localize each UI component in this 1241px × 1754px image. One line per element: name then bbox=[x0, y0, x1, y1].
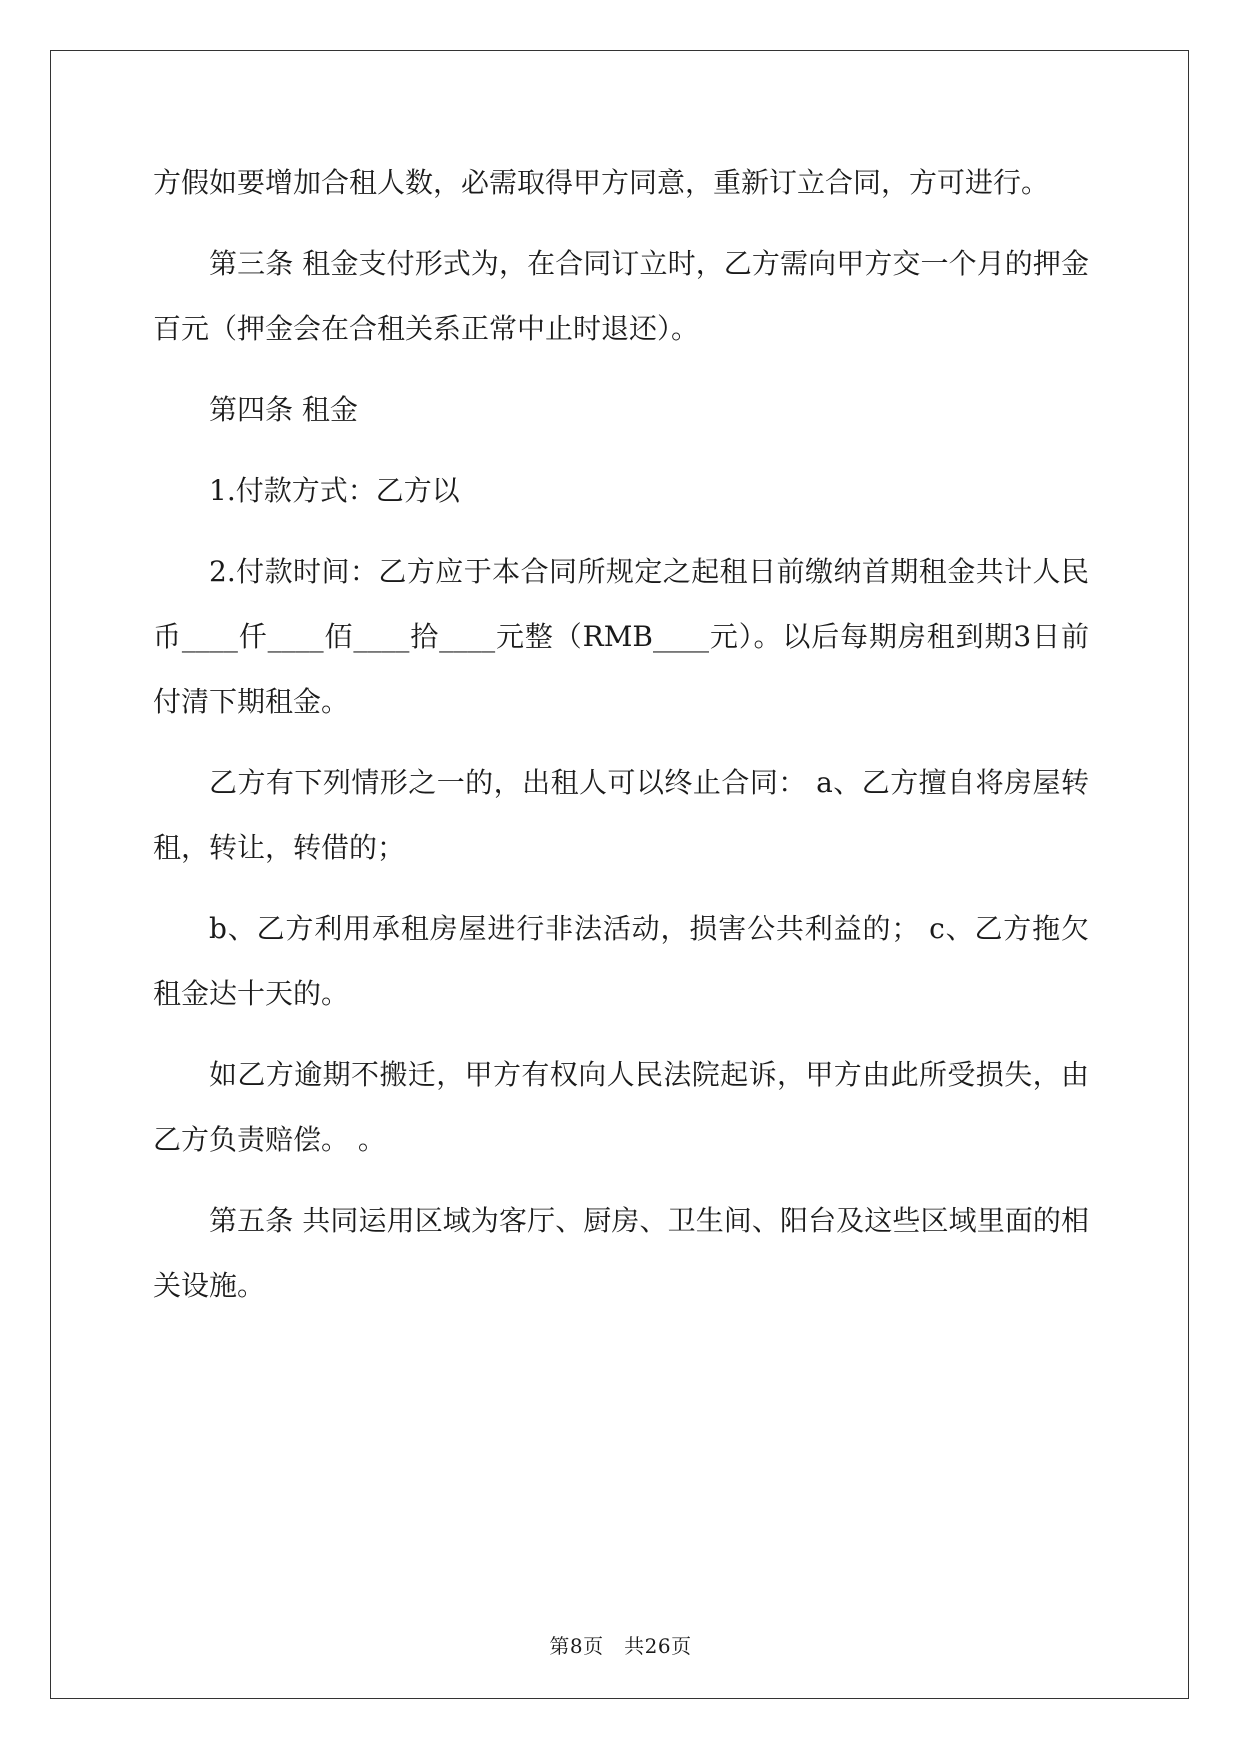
document-body bbox=[153, 150, 1089, 1334]
paragraph: b、乙方利用承租房屋进行非法活动，损害公共利益的； c、乙方拖欠租金达十天的。 bbox=[153, 912, 1089, 1010]
paragraph: 第五条 共同运用区域为客厅、厨房、卫生间、阳台及这些区域里面的相关设施。 bbox=[153, 1204, 1089, 1302]
paragraph: 如乙方逾期不搬迁，甲方有权向人民法院起诉，甲方由此所受损失，由乙方负责赔偿。 。 bbox=[153, 1058, 1089, 1156]
page-number: 第8页 共26页 bbox=[549, 1634, 692, 1658]
paragraph: 1.付款方式：乙方以 bbox=[209, 474, 460, 507]
paragraph: 乙方有下列情形之一的，出租人可以终止合同： a、乙方擅自将房屋转租，转让，转借的； bbox=[153, 766, 1089, 864]
paragraph: 第四条 租金 bbox=[209, 393, 358, 426]
paragraph: 第三条 租金支付形式为，在合同订立时，乙方需向甲方交一个月的押金 百元（押金会在合租关系正常中止时退还）。 bbox=[153, 247, 1089, 345]
paragraph: 2.付款时间：乙方应于本合同所规定之起租日前缴纳首期租金共计人民币____仟____佰____拾____元整（RMB____元）。以后每期房租到期3日前付清下期租金。 bbox=[153, 555, 1089, 718]
paragraph: 方假如要增加合租人数，必需取得甲方同意，重新订立合同，方可进行。 bbox=[153, 166, 1050, 199]
